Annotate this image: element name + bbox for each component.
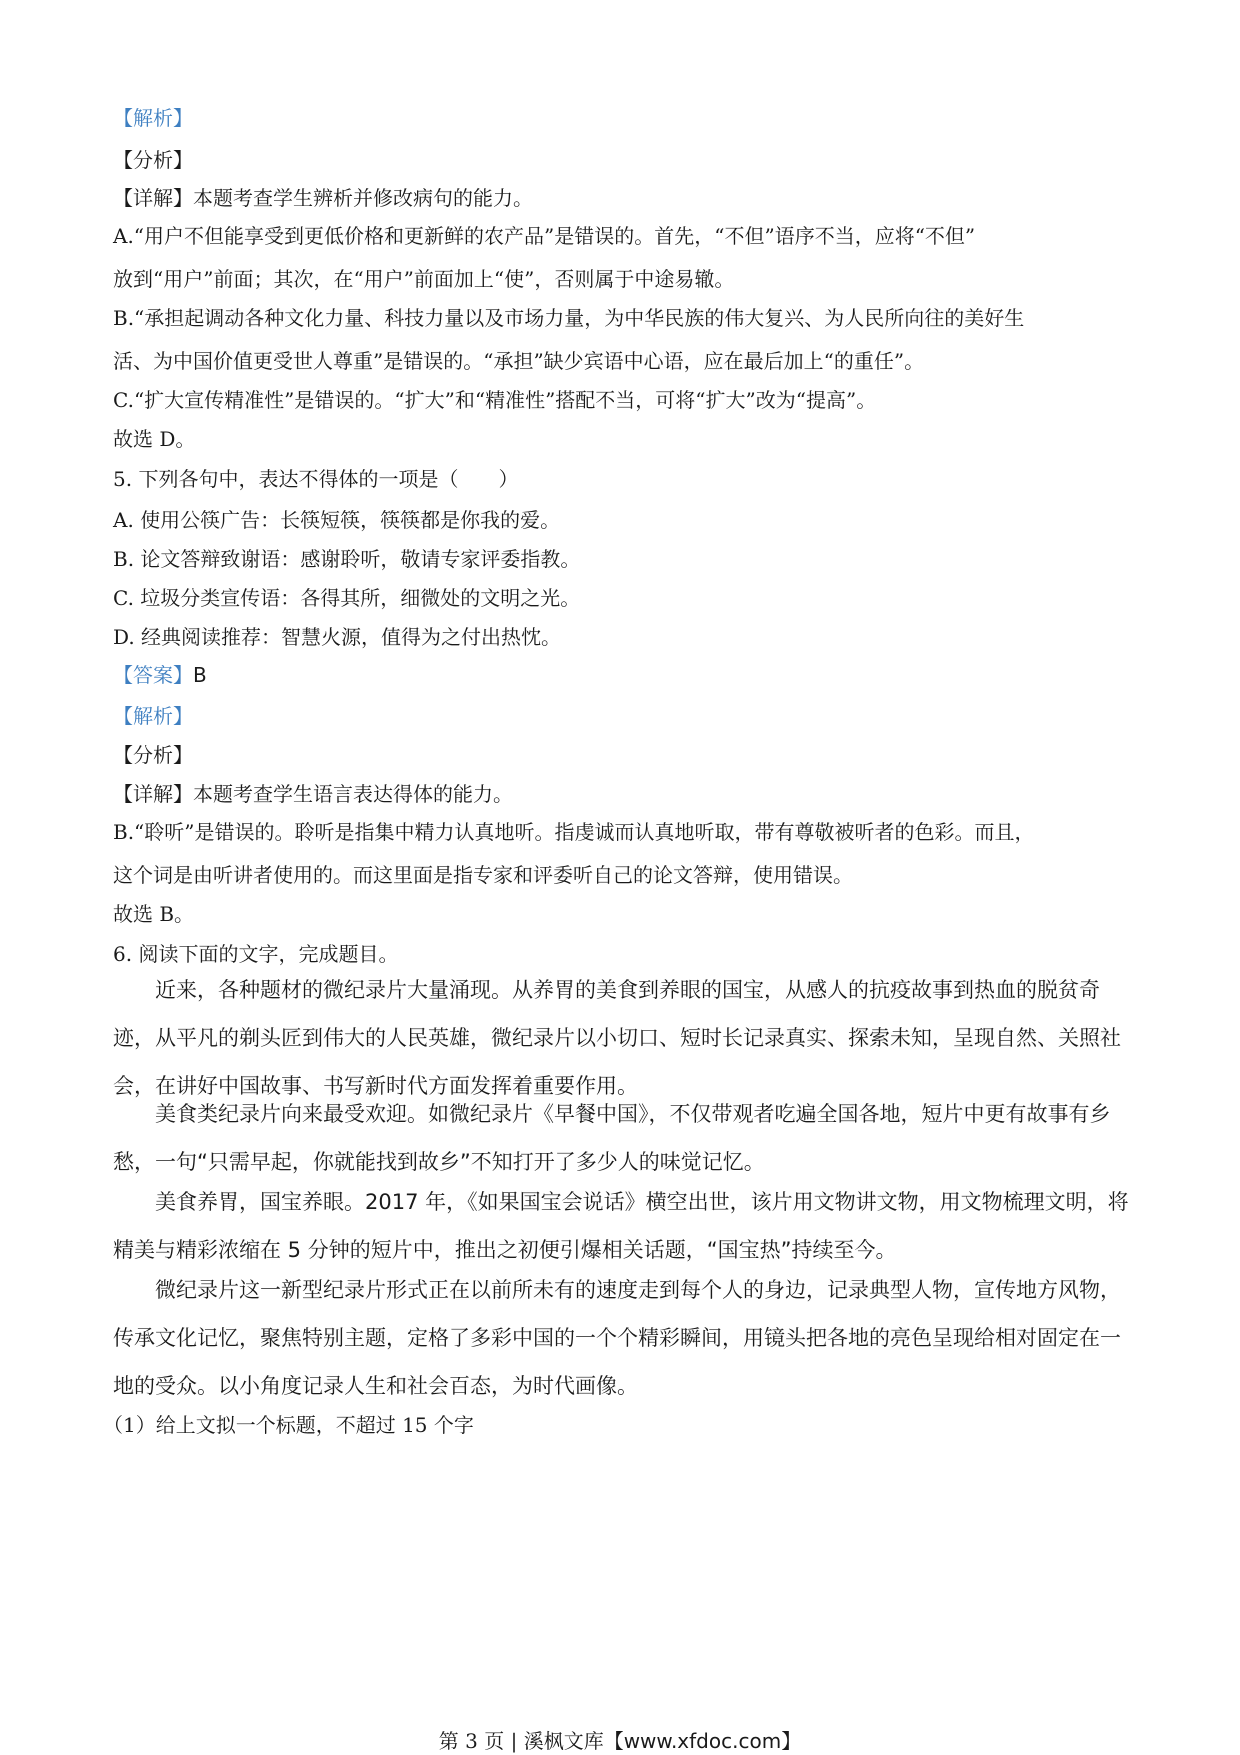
q4-detail: 【详解】本题考查学生辨析并修改病句的能力。 xyxy=(113,186,533,210)
q5-answer xyxy=(113,661,1130,689)
q4-a-line2: 放到“用户”前面；其次，在“用户”前面加上“使”，否则属于中途易辙。 xyxy=(113,267,735,291)
q5-fenxi-label: 【分析】 xyxy=(113,743,193,767)
q6-paragraph-3: 美食养胃，国宝养眼。2017 年，《如果国宝会说话》横空出世，该片用文物讲文物，用文物梳理文明，将精美与精彩浓缩在 5 分钟的短片中，推出之初便引爆相关话题，“国宝热”持续至今。 xyxy=(113,1190,1129,1262)
q5-option-a: A. 使用公筷广告：长筷短筷，筷筷都是你我的爱。 xyxy=(113,508,561,532)
q4-fenxi-label: 【分析】 xyxy=(113,148,193,172)
q6-sub-question-1: （1）给上文拟一个标题，不超过 15 个字 xyxy=(103,1413,474,1437)
q5-detail: 【详解】本题考查学生语言表达得体的能力。 xyxy=(113,782,513,806)
q5-option-d: D. 经典阅读推荐：智慧火源，值得为之付出热忱。 xyxy=(113,625,562,649)
q4-jiexi-label: 【解析】 xyxy=(113,106,193,130)
q5-b-line2: 这个词是由听讲者使用的。而这里面是指专家和评委听自己的论文答辩，使用错误。 xyxy=(113,863,853,887)
page-footer xyxy=(0,1727,1240,1755)
q5-choose: 故选 B。 xyxy=(113,902,195,926)
q4-b-line1: B.“承担起调动各种文化力量、科技力量以及市场力量，为中华民族的伟大复兴、为人民所向往的美好生 xyxy=(113,306,1025,330)
q4-b-line2: 活、为中国价值更受世人尊重”是错误的。“承担”缺少宾语中心语，应在最后加上“的重任”。 xyxy=(113,349,925,373)
footer-end: 】 xyxy=(781,1729,802,1753)
q5-answer-label: 【答案】 xyxy=(113,663,193,687)
q4-a-line1: A.“用户不但能享受到更低价格和更新鲜的农产品”是错误的。首先，“不但”语序不当，应将“不但” xyxy=(113,224,976,248)
footer-page: 第 3 页 | 溪枫文库【 xyxy=(438,1729,624,1753)
q5-answer-value: B xyxy=(193,663,207,687)
q5-jiexi-label: 【解析】 xyxy=(113,704,193,728)
q5-question: 5. 下列各句中，表达不得体的一项是（ ） xyxy=(113,467,519,491)
q6-paragraph-4: 微纪录片这一新型纪录片形式正在以前所未有的速度走到每个人的身边，记录典型人物，宣传地方风物，传承文化记忆，聚焦特别主题，定格了多彩中国的一个个精彩瞬间，用镜头把各地的亮色呈现给相对固定在一地的受众。以小角度记录人生和社会百态，为时代画像。 xyxy=(113,1278,1121,1398)
footer-site-link[interactable]: www.xfdoc.com xyxy=(623,1729,782,1753)
q4-choose: 故选 D。 xyxy=(113,427,196,451)
q6-question: 6. 阅读下面的文字，完成题目。 xyxy=(113,942,399,966)
q4-c-line1: C.“扩大宣传精准性”是错误的。“扩大”和“精准性”搭配不当，可将“扩大”改为“提高”。 xyxy=(113,388,877,412)
q5-option-c: C. 垃圾分类宣传语：各得其所，细微处的文明之光。 xyxy=(113,586,581,610)
q6-paragraph-2: 美食类纪录片向来最受欢迎。如微纪录片《早餐中国》，不仅带观者吃遍全国各地，短片中更有故事有乡愁，一句“只需早起，你就能找到故乡”不知打开了多少人的味觉记忆。 xyxy=(113,1102,1111,1174)
q6-paragraph-1: 近来，各种题材的微纪录片大量涌现。从养胃的美食到养眼的国宝，从感人的抗疫故事到热血的脱贫奇迹，从平凡的剃头匠到伟大的人民英雄，微纪录片以小切口、短时长记录真实、探索未知，呈现自然、关照社会，在讲好中国故事、书写新时代方面发挥着重要作用。 xyxy=(113,978,1121,1098)
q5-option-b: B. 论文答辩致谢语：感谢聆听，敬请专家评委指教。 xyxy=(113,547,581,571)
q5-b-line1: B.“聆听”是错误的。聆听是指集中精力认真地听。指虔诚而认真地听取，带有尊敬被听者的色彩。而且， xyxy=(113,820,1035,844)
